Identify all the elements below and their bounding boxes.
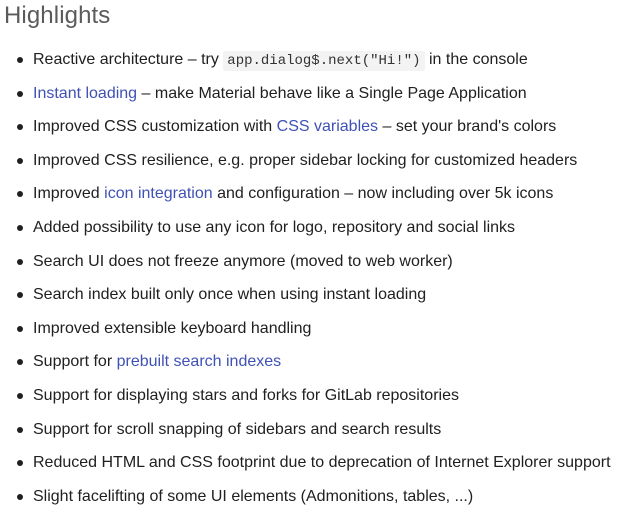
bullet-icon	[17, 259, 23, 265]
item-text: Support for scroll snapping of sidebars and search results	[33, 420, 442, 438]
list-item-7	[0, 245, 611, 279]
bullet-icon	[17, 57, 23, 63]
bullet-icon	[17, 158, 23, 164]
inline-code: app.dialog$.next("Hi!")	[223, 51, 424, 71]
bullet-icon	[17, 494, 23, 500]
list-item-11	[0, 379, 611, 413]
prebuilt-search-indexes-link[interactable]: prebuilt search indexes	[116, 353, 282, 371]
instant-loading-link[interactable]: Instant loading	[33, 84, 138, 102]
item-text-before: Reactive architecture – try	[33, 51, 224, 68]
highlights-list	[0, 43, 611, 513]
list-item-6	[0, 211, 611, 245]
bullet-icon	[17, 460, 23, 466]
section-title: Highlights	[4, 2, 111, 29]
item-text: Improved CSS resilience, e.g. proper sidebar locking for customized headers	[33, 151, 578, 169]
bullet-icon	[17, 191, 23, 197]
bullet-icon	[17, 91, 23, 97]
item-text: Reduced HTML and CSS footprint due to deprecation of Internet Explorer support	[33, 454, 611, 472]
item-text-before: Improved CSS customization with	[33, 118, 277, 136]
bullet-icon	[17, 359, 23, 365]
css-variables-link[interactable]: CSS variables	[276, 118, 379, 136]
list-item-3	[0, 110, 611, 144]
list-item-9	[0, 312, 611, 346]
item-text-after: and configuration – now including over 5k icons	[212, 185, 554, 203]
bullet-icon	[17, 393, 23, 399]
item-text: Support for displaying stars and forks for GitLab repositories	[33, 386, 459, 404]
list-item-8	[0, 278, 611, 312]
bullet-icon	[17, 326, 23, 332]
item-text: Improved extensible keyboard handling	[33, 319, 312, 337]
list-item-5	[0, 177, 611, 211]
list-item-1	[0, 43, 611, 77]
list-item-2	[0, 77, 611, 111]
bullet-icon	[17, 427, 23, 433]
list-item-14	[0, 480, 611, 514]
bullet-icon	[17, 292, 23, 298]
item-text: Added possibility to use any icon for logo, repository and social links	[33, 218, 516, 236]
item-text-after: in the console	[424, 51, 528, 68]
bullet-icon	[17, 124, 23, 130]
list-item-10	[0, 345, 611, 379]
item-text-after: – set your brand's colors	[378, 118, 557, 136]
bullet-icon	[17, 225, 23, 231]
icon-integration-link[interactable]: icon integration	[104, 185, 213, 203]
item-text: Search index built only once when using instant loading	[33, 286, 427, 304]
item-text-before: Support for	[33, 353, 117, 371]
item-text: Slight facelifting of some UI elements (Admonitions, tables, ...)	[33, 487, 474, 505]
item-text-before: Improved	[33, 185, 105, 203]
list-item-4	[0, 144, 611, 178]
item-text: Search UI does not freeze anymore (moved to web worker)	[33, 252, 453, 270]
item-text-after: – make Material behave like a Single Page Application	[137, 84, 527, 102]
list-item-12	[0, 413, 611, 447]
list-item-13	[0, 446, 611, 480]
